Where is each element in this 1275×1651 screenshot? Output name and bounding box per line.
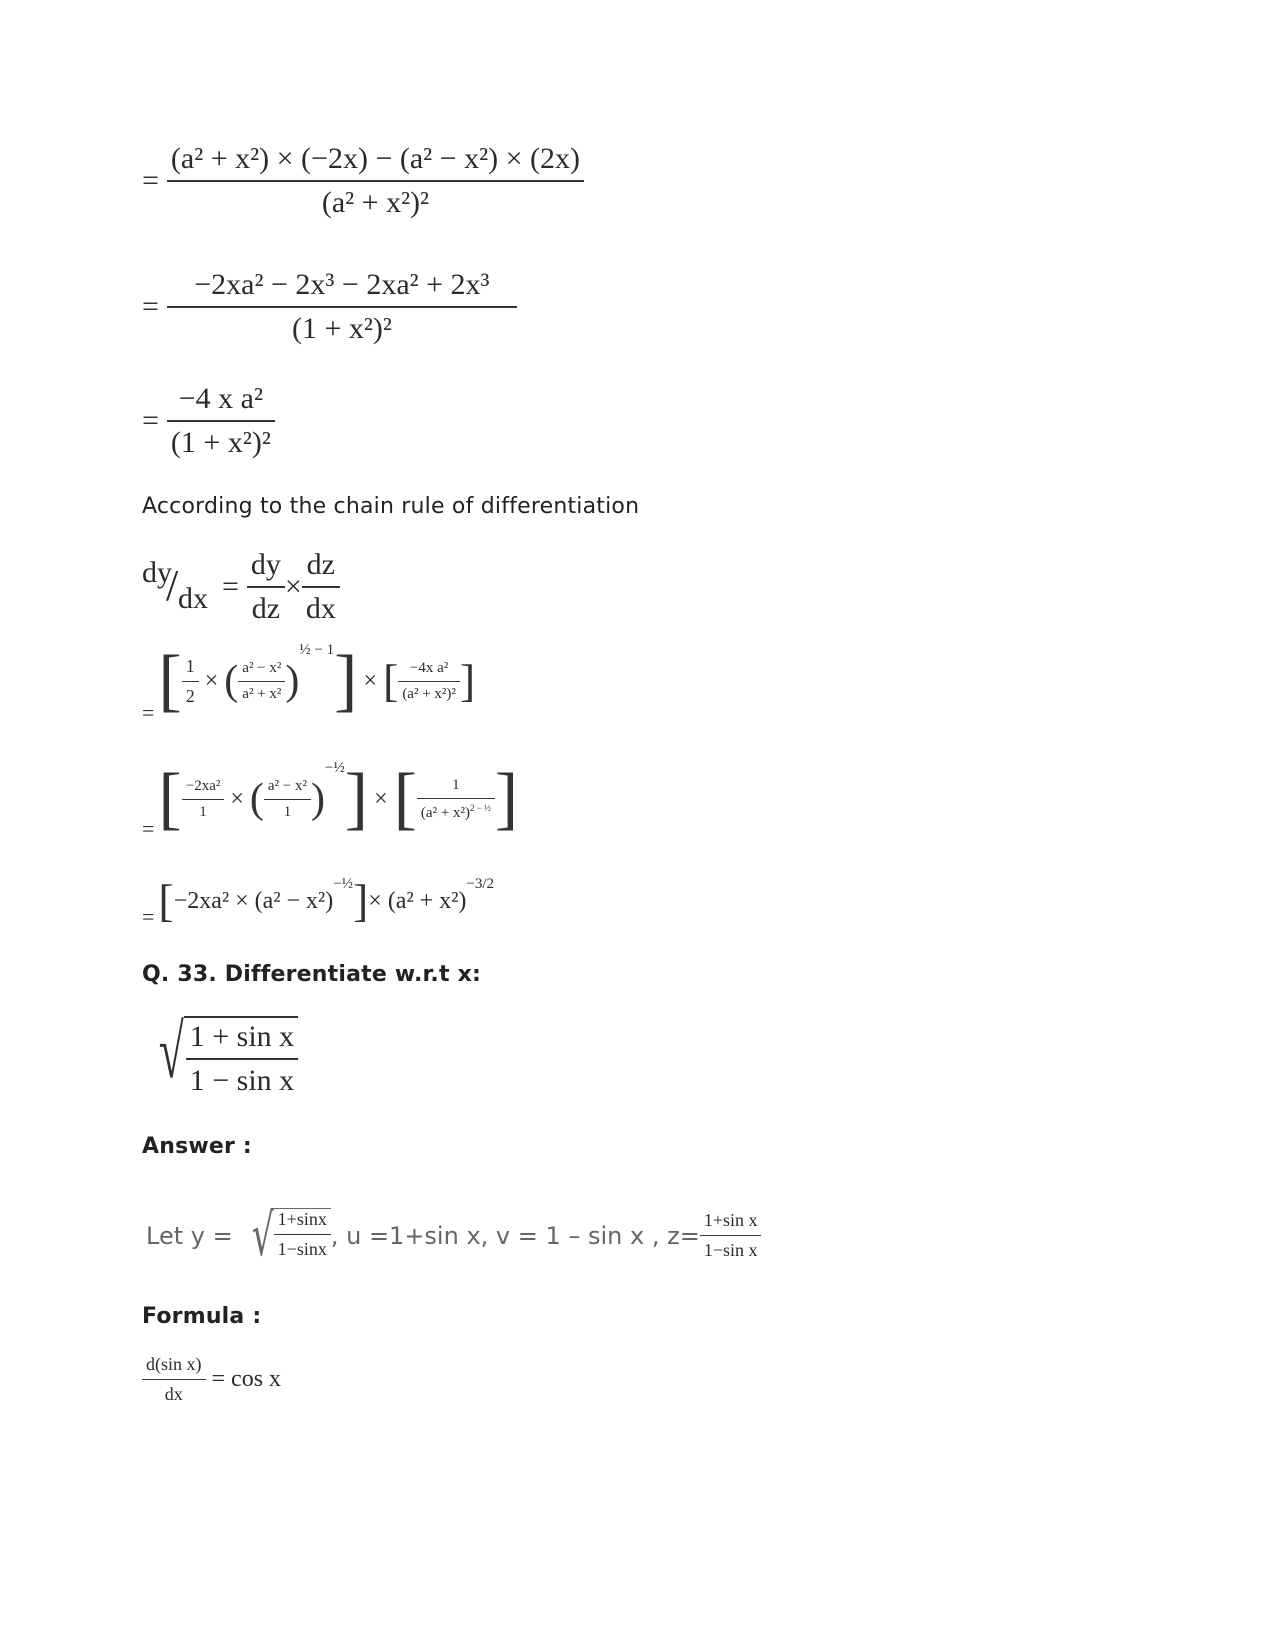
f2-numerator: dz	[306, 548, 335, 581]
step3-left-exponent: −½	[333, 876, 353, 892]
step3-right-exponent: −3/2	[466, 876, 495, 892]
lhs-dx: dx	[178, 582, 208, 615]
formula-label: Formula :	[142, 1304, 262, 1329]
inner-numerator: a² − x²	[242, 659, 282, 676]
step2-c-numerator: 1	[452, 776, 460, 793]
z-denominator: 1−sin x	[703, 1240, 758, 1261]
step1-exponent: ½ − 1	[299, 642, 335, 658]
z-numerator: 1+sin x	[703, 1210, 758, 1231]
formula-denominator: dx	[164, 1384, 183, 1404]
derivative-step-1: = [ $\frac{1}{2}$ × ( $\frac{\text{a² − x²}}{\text{a² + x²}}$ ) ½ − 1 ] × [ $\frac{\text{−4x a²}}{\text{(a² + x²)²}}$ ]	[142, 642, 476, 725]
equals-sign: =	[142, 290, 159, 323]
f2-denominator: dx	[305, 592, 336, 625]
formula-numerator: d(sin x)	[146, 1354, 202, 1374]
question-expression: √ $\frac{\text{1 + sin x}}{\text{1 − sin x}}$	[142, 1016, 298, 1098]
step2-c-exponent: 2 − ½	[470, 802, 491, 813]
question-heading: Q. 33. Differentiate w.r.t x:	[142, 962, 481, 987]
half-numerator: 1	[185, 655, 195, 676]
q33-numerator: 1 + sin x	[189, 1020, 295, 1053]
formula-rhs: = cos x	[211, 1366, 282, 1392]
eq2-numerator: −2xa² − 2x³ − 2xa² + 2x³	[194, 268, 490, 301]
equals-sign: =	[142, 700, 155, 725]
step2-b-exponent: −½	[325, 760, 345, 776]
let-middle: , u =1+sin x, v = 1 – sin x , z=	[330, 1221, 700, 1250]
lhs-dy: dy	[142, 556, 172, 589]
equation-quotient-rule	[142, 142, 584, 220]
let-prefix: Let y =	[146, 1221, 233, 1250]
eq2-denominator: (1 + x²)²	[291, 312, 392, 345]
eq1-numerator: (a² + x²) × (−2x) − (a² − x²) × (2x)	[170, 142, 580, 175]
equals-sign: =	[142, 816, 155, 841]
eq3-numerator: −4 x a²	[178, 382, 263, 415]
chain-rule-formula: dy / dx = $\frac{dy}{dz}$ × $\frac{dz}{dx}$	[142, 548, 340, 626]
step2-c-denominator: (a² + x²)	[420, 804, 471, 821]
step2-a-denominator: 1	[199, 803, 207, 820]
step3-left: −2xa² × (a² − x²)	[173, 887, 334, 914]
equals-sign: =	[142, 904, 155, 929]
let-rad-denominator: 1−sinx	[277, 1239, 327, 1259]
answer-label: Answer :	[142, 1134, 252, 1159]
derivative-step-3: = [ −2xa² × (a² − x²) −½ ] × (a² + x²) −3/2	[142, 875, 495, 929]
inner-denominator: a² + x²	[242, 685, 282, 702]
step2-b-denominator: 1	[283, 803, 292, 820]
chain-rule-text: According to the chain rule of differentiation	[142, 494, 640, 519]
equation-expanded	[142, 268, 517, 346]
let-rad-numerator: 1+sinx	[277, 1209, 327, 1229]
derivative-step-2: = [ $\frac{\text{−2xa²}}{1}$ × ( $\frac{\text{a² − x²}}{1}$ ) −½ ] × [ $\frac{1}{(a^2 + x^2)^{2 - \frac{1}{2}}}$ ]	[142, 760, 519, 841]
half-denominator: 2	[185, 685, 195, 706]
q33-denominator: 1 − sin x	[189, 1064, 295, 1097]
step2-b-numerator: a² − x²	[267, 777, 308, 794]
eq1-denominator: (a² + x²)²	[321, 186, 430, 219]
step2-a-numerator: −2xa²	[185, 777, 221, 794]
f1-denominator: dz	[251, 592, 281, 625]
formula-expression	[142, 1354, 281, 1405]
step3-right: × (a² + x²)	[368, 887, 467, 914]
equals-sign: =	[142, 164, 159, 197]
step1-right-numerator: −4x a²	[409, 659, 449, 676]
let-statement: Let y = √ $\frac{1+\sin x}{1-\sin x}$ , u =1+sin x, v = 1 – sin x , z= $\frac{\text{1+sin x}}{\text{1−sin x}}$	[146, 1208, 761, 1263]
equation-simplified	[142, 382, 275, 460]
step1-right-denominator: (a² + x²)²	[402, 685, 456, 702]
f1-numerator: dy	[250, 548, 281, 581]
eq3-denominator: (1 + x²)²	[170, 426, 271, 459]
equals-sign: =	[142, 404, 159, 437]
